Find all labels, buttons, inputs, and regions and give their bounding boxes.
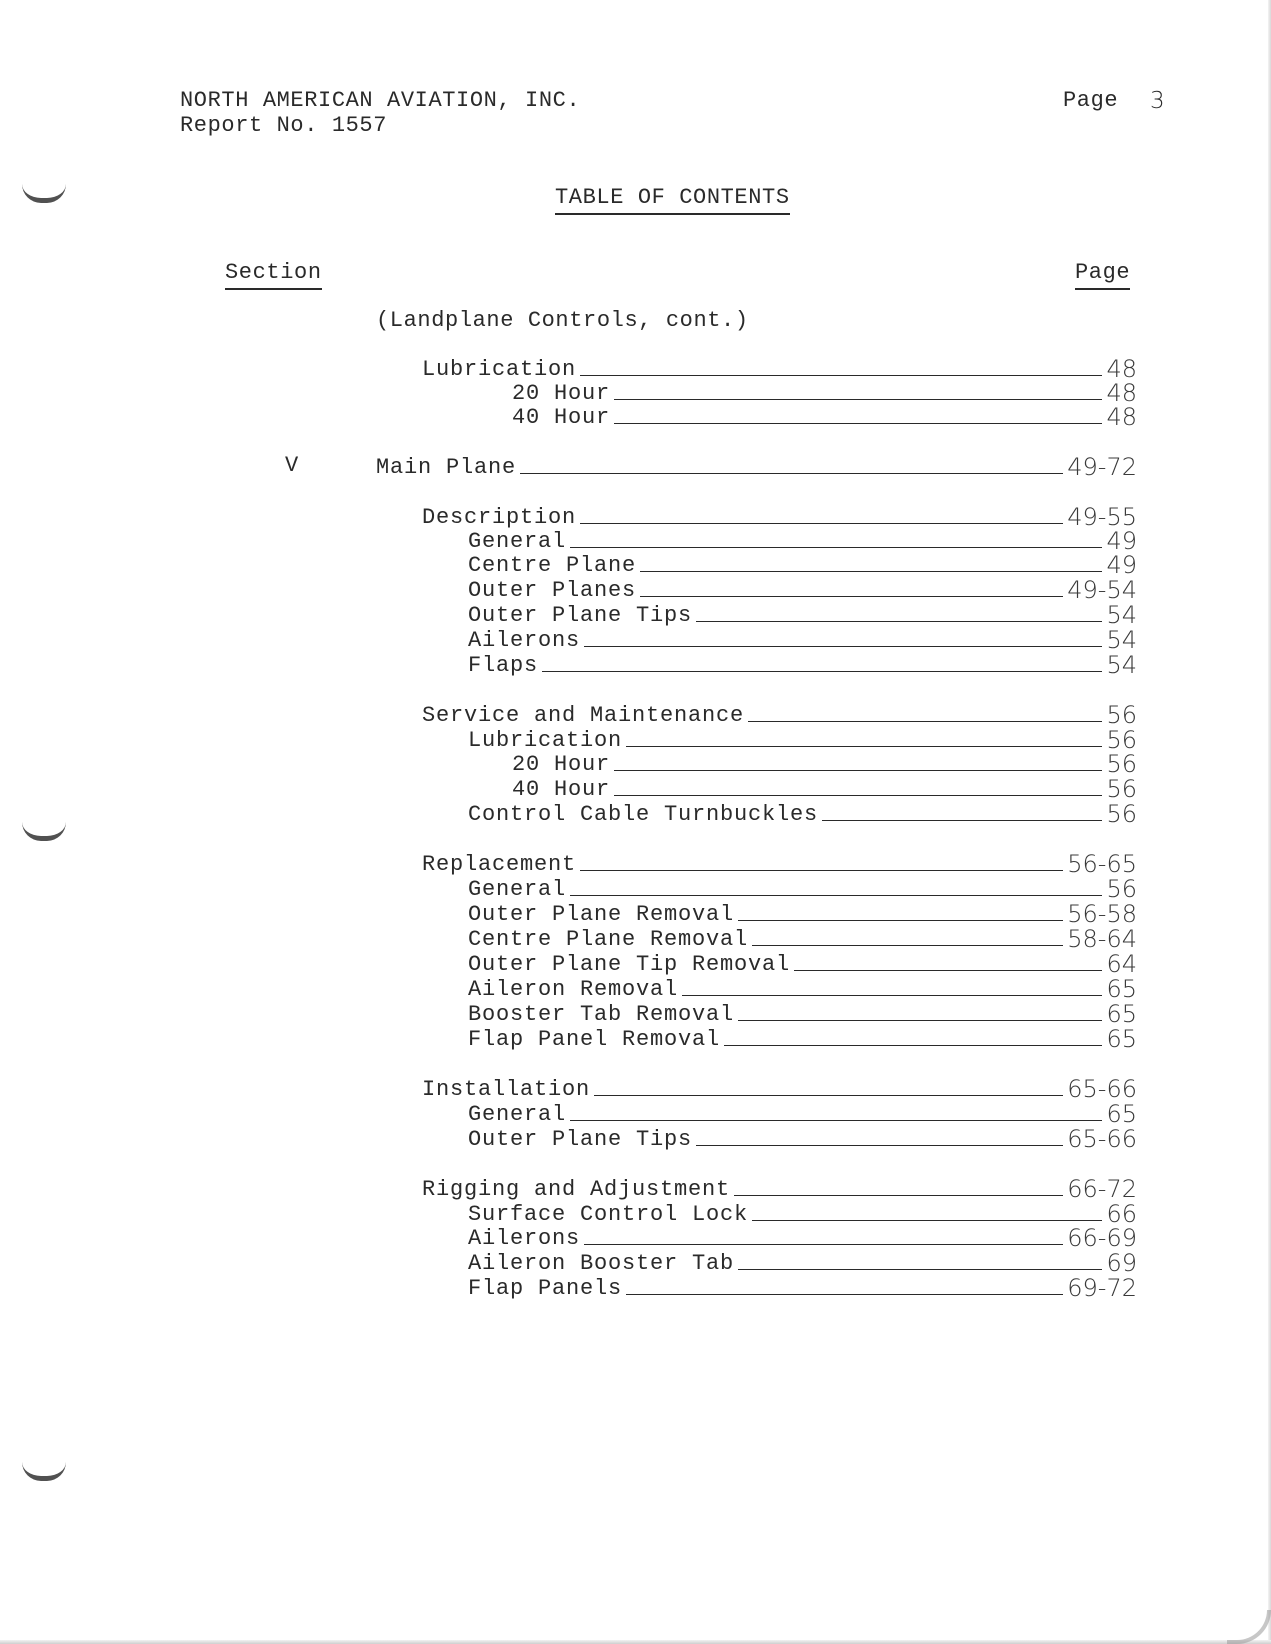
dot-leader: [626, 746, 1102, 747]
binder-punch-hole: [22, 822, 66, 841]
toc-entry: [468, 728, 1137, 753]
toc-entry-title: Outer Plane Tip Removal: [468, 952, 791, 977]
toc-entry: [468, 902, 1137, 927]
toc-entry-title: Installation: [422, 1077, 591, 1102]
toc-entry-page: 69-72: [1067, 1274, 1137, 1302]
toc-entry-title: Lubrication: [422, 357, 577, 382]
toc-entry: [468, 1102, 1137, 1127]
toc-entry-title: Centre Plane: [468, 553, 637, 578]
toc-entry-title: General: [468, 529, 567, 554]
binder-punch-hole: [22, 184, 66, 203]
column-header-page: Page: [1075, 260, 1130, 290]
continuation-heading: (Landplane Controls, cont.): [376, 308, 749, 333]
toc-entry: [422, 703, 1137, 728]
dot-leader: [696, 621, 1102, 622]
dot-leader: [580, 523, 1063, 524]
toc-entry: [512, 381, 1137, 406]
toc-entry: [422, 1177, 1137, 1202]
toc-entry-title: Description: [422, 505, 577, 530]
toc-entry-page: 54: [1106, 601, 1137, 629]
report-number: Report No. 1557: [180, 113, 388, 138]
toc-entry: [512, 752, 1137, 777]
dot-leader: [752, 945, 1063, 946]
toc-entry-page: 66-72: [1067, 1175, 1137, 1203]
dot-leader: [724, 1045, 1102, 1046]
toc-entry-page: 54: [1106, 651, 1137, 679]
toc-entry-page: 56: [1106, 775, 1137, 803]
toc-entry-title: Ailerons: [468, 628, 581, 653]
dot-leader: [614, 399, 1102, 400]
toc-entry-page: 66: [1106, 1200, 1137, 1228]
toc-entry-page: 56: [1106, 701, 1137, 729]
dot-leader: [738, 1269, 1102, 1270]
toc-entry-title: Service and Maintenance: [422, 703, 745, 728]
toc-entry-title: Centre Plane Removal: [468, 927, 749, 952]
dot-leader: [626, 1294, 1063, 1295]
toc-entry-page: 65: [1106, 1100, 1137, 1128]
toc-entry-title: Control Cable Turnbuckles: [468, 802, 819, 827]
toc-entry-title: Aileron Removal: [468, 977, 679, 1002]
toc-entry-page: 56: [1106, 726, 1137, 754]
page-number: 3: [1150, 88, 1166, 114]
column-header-section: Section: [225, 260, 322, 290]
dot-leader: [794, 970, 1102, 971]
toc-entry-title: General: [468, 1102, 567, 1127]
toc-entry-page: 65: [1106, 1025, 1137, 1053]
dot-leader: [682, 995, 1102, 996]
toc-entry-title: Flap Panels: [468, 1276, 623, 1301]
toc-entry-page: 69: [1106, 1249, 1137, 1277]
dot-leader: [594, 1095, 1063, 1096]
toc-entry-page: 48: [1106, 379, 1137, 407]
toc-entry: [376, 455, 1137, 480]
toc-entry: [512, 405, 1137, 430]
dot-leader: [520, 473, 1063, 474]
toc-entry-title: Outer Plane Removal: [468, 902, 735, 927]
toc-entry: [468, 553, 1137, 578]
toc-entry-title: 40 Hour: [512, 777, 611, 802]
toc-entry: [468, 1251, 1137, 1276]
toc-entry: [468, 1276, 1137, 1301]
toc-entry-page: 49-55: [1067, 503, 1137, 531]
toc-entry-title: 20 Hour: [512, 752, 611, 777]
dot-leader: [738, 1020, 1102, 1021]
toc-entry: [468, 1226, 1137, 1251]
dot-leader: [734, 1195, 1063, 1196]
dot-leader: [570, 547, 1102, 548]
toc-entry-page: 56: [1106, 875, 1137, 903]
page-label: Page: [1063, 88, 1119, 113]
dot-leader: [580, 375, 1102, 376]
toc-entry-title: General: [468, 877, 567, 902]
dot-leader: [640, 596, 1063, 597]
dot-leader: [542, 671, 1102, 672]
toc-entry: [468, 877, 1137, 902]
toc-entry: [468, 977, 1137, 1002]
company-name: NORTH AMERICAN AVIATION, INC.: [180, 88, 581, 113]
dot-leader: [570, 1120, 1102, 1121]
toc-entry: [468, 927, 1137, 952]
toc-entry-title: Flaps: [468, 653, 539, 678]
toc-entry-page: 56: [1106, 750, 1137, 778]
toc-entry: [468, 1127, 1137, 1152]
dot-leader: [614, 795, 1102, 796]
toc-entry-title: Outer Plane Tips: [468, 1127, 693, 1152]
dot-leader: [640, 571, 1102, 572]
toc-entry-title: Replacement: [422, 852, 577, 877]
toc-entry-page: 58-64: [1067, 925, 1137, 953]
toc-entry-title: Booster Tab Removal: [468, 1002, 735, 1027]
toc-entry-page: 49-54: [1067, 576, 1137, 604]
toc-entry-page: 54: [1106, 626, 1137, 654]
toc-entry: [468, 1027, 1137, 1052]
toc-entry-title: Aileron Booster Tab: [468, 1251, 735, 1276]
toc-entry-page: 49-72: [1067, 453, 1137, 481]
toc-entry-page: 48: [1106, 403, 1137, 431]
dot-leader: [570, 895, 1102, 896]
toc-entry-page: 65-66: [1067, 1075, 1137, 1103]
toc-entry-title: Flap Panel Removal: [468, 1027, 721, 1052]
dot-leader: [822, 820, 1102, 821]
toc-entry-title: Surface Control Lock: [468, 1202, 749, 1227]
toc-entry-title: Main Plane: [376, 455, 517, 480]
toc-entry-page: 56-58: [1067, 900, 1137, 928]
dot-leader: [748, 721, 1102, 722]
toc-entry-title: Rigging and Adjustment: [422, 1177, 731, 1202]
toc-entry: [468, 653, 1137, 678]
toc-entry-page: 49: [1106, 551, 1137, 579]
dot-leader: [614, 770, 1102, 771]
dot-leader: [580, 870, 1063, 871]
page-edge: [0, 1640, 1271, 1644]
dot-leader: [752, 1220, 1102, 1221]
toc-entry: [468, 1002, 1137, 1027]
toc-entry: [422, 852, 1137, 877]
toc-entry-page: 64: [1106, 950, 1137, 978]
dot-leader: [696, 1145, 1063, 1146]
toc-entry: [512, 777, 1137, 802]
dot-leader: [738, 920, 1063, 921]
dot-leader: [614, 423, 1102, 424]
toc-entry-title: Lubrication: [468, 728, 623, 753]
binder-punch-hole: [22, 1462, 66, 1481]
toc-entry: [468, 952, 1137, 977]
toc-entry: [468, 628, 1137, 653]
toc-entry: [422, 505, 1137, 530]
toc-entry-title: 40 Hour: [512, 405, 611, 430]
toc-entry-page: 66-69: [1067, 1224, 1137, 1252]
toc-entry-title: Outer Planes: [468, 578, 637, 603]
toc-entry-page: 65: [1106, 975, 1137, 1003]
toc-entry-page: 65-66: [1067, 1125, 1137, 1153]
page-title: TABLE OF CONTENTS: [555, 185, 790, 215]
toc-entry-page: 49: [1106, 527, 1137, 555]
toc-entry-page: 65: [1106, 1000, 1137, 1028]
toc-entry-title: Outer Plane Tips: [468, 603, 693, 628]
section-number: V: [285, 453, 299, 478]
toc-entry: [468, 529, 1137, 554]
toc-entry: [422, 1077, 1137, 1102]
toc-entry: [468, 802, 1137, 827]
toc-entry-page: 48: [1106, 355, 1137, 383]
dot-leader: [584, 646, 1102, 647]
page-curl: [1227, 1610, 1271, 1644]
toc-entry: [422, 357, 1137, 382]
toc-entry-title: 20 Hour: [512, 381, 611, 406]
toc-entry: [468, 603, 1137, 628]
toc-entry-page: 56: [1106, 800, 1137, 828]
toc-entry-page: 56-65: [1067, 850, 1137, 878]
toc-entry-title: Ailerons: [468, 1226, 581, 1251]
toc-entry: [468, 1202, 1137, 1227]
toc-entry: [468, 578, 1137, 603]
dot-leader: [584, 1244, 1063, 1245]
